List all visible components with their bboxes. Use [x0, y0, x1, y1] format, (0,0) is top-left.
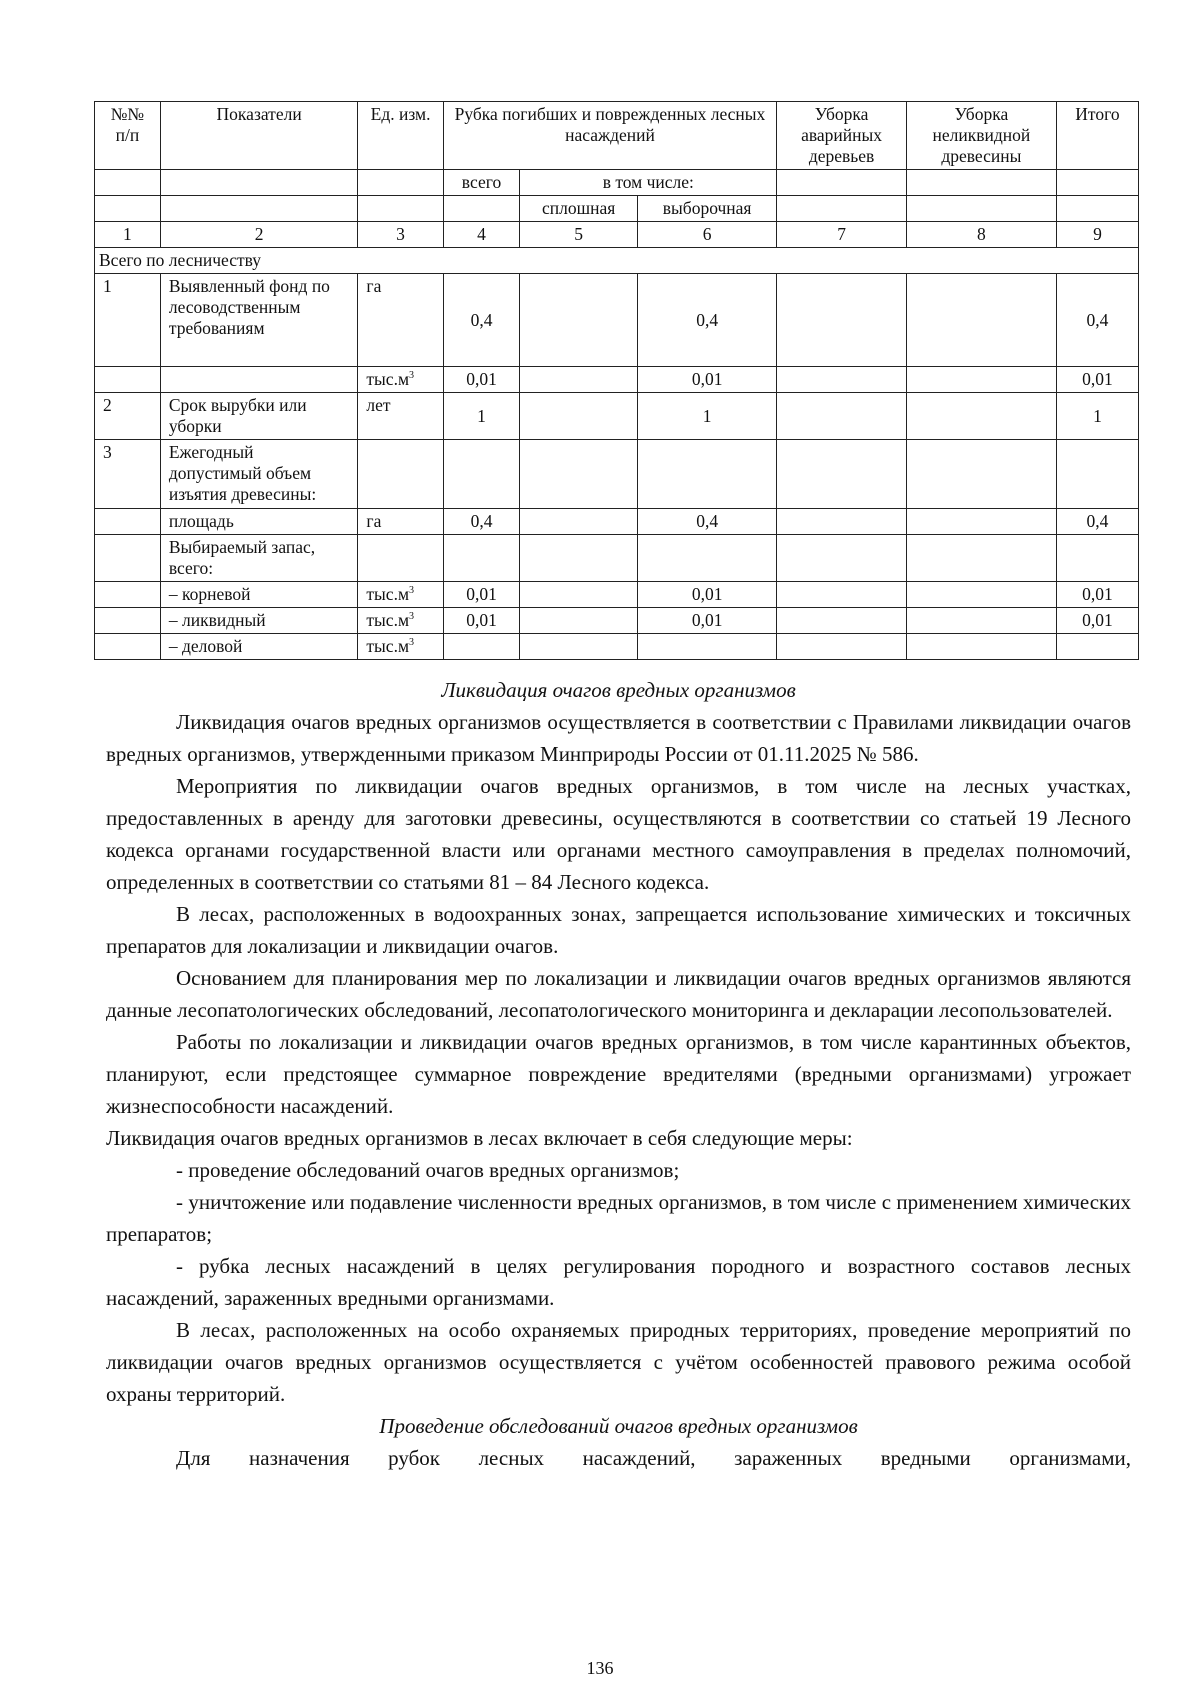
bullet-item: - проведение обследований очагов вредных организмов; [176, 1158, 680, 1182]
row-num [95, 582, 161, 608]
col-number: 5 [520, 222, 638, 248]
cell-illiquid [906, 440, 1056, 509]
cell-clear [520, 274, 638, 367]
cell-selective [638, 634, 777, 660]
page-number: 136 [586, 1658, 614, 1678]
paragraph: Для назначения рубок лесных насаждений, зараженных вредными организмами, [176, 1446, 1131, 1470]
table-row [95, 367, 1139, 393]
row-num [95, 509, 161, 535]
paragraph: Мероприятия по ликвидации очагов вредных организмов, в том числе на лесных участках, предоставленных в аренду для заготовки древесины, осуществляются в соответствии со статьей 19 Лесного кодекса органами государственной власти или органами местного самоуправления в пределах полномочий, определенных в соответствии со статьями 81 – 84 Лесного кодекса. [106, 774, 1131, 894]
row-num [95, 634, 161, 660]
header-all: всего [443, 170, 520, 196]
row-unit [358, 440, 443, 509]
cell-clear [520, 634, 638, 660]
cell-all: 0,01 [443, 367, 520, 393]
row-unit [358, 535, 443, 582]
col-number: 7 [777, 222, 907, 248]
cell-selective: 0,01 [638, 608, 777, 634]
row-unit: $тыс.м^3$ [358, 634, 443, 660]
row-unit: $тыс.м^3$ [358, 608, 443, 634]
cell-total [1056, 634, 1138, 660]
cell-clear [520, 535, 638, 582]
paragraph: Ликвидация очагов вредных организмов осуществляется в соответствии с Правилами ликвидации очагов вредных организмов, утвержденными приказом Минприроды России от 01.11.2025 № 586. [106, 710, 1131, 766]
cell-illiquid [906, 274, 1056, 367]
cell-emergency [777, 634, 907, 660]
table-row [95, 274, 1139, 367]
cell-clear [520, 509, 638, 535]
header-including: в том числе: [520, 170, 777, 196]
cell-all: 0,01 [443, 582, 520, 608]
cell-illiquid [906, 608, 1056, 634]
row-unit: лет [358, 393, 443, 440]
subheader-row [95, 170, 1139, 196]
cell-illiquid [906, 634, 1056, 660]
col-number: 1 [95, 222, 161, 248]
row-indicator [160, 367, 358, 393]
cell-emergency [777, 367, 907, 393]
paragraph: Основанием для планирования мер по локализации и ликвидации очагов вредных организмов являются данные лесопатологических обследований, лесопатологического мониторинга и декларации лесопользователей. [106, 966, 1131, 1022]
cell-total: 0,01 [1056, 367, 1138, 393]
row-num [95, 608, 161, 634]
section-heading: Ликвидация очагов вредных организмов [441, 678, 796, 702]
cell-emergency [777, 274, 907, 367]
cell-all: 0,01 [443, 608, 520, 634]
cell-emergency [777, 440, 907, 509]
table-row [95, 393, 1139, 440]
row-num [95, 535, 161, 582]
cell-emergency [777, 582, 907, 608]
cell-total: 1 [1056, 393, 1138, 440]
row-indicator: – корневой [160, 582, 358, 608]
table-row [95, 634, 1139, 660]
row-unit: $тыс.м^3$ [358, 582, 443, 608]
cell-clear [520, 440, 638, 509]
header-illiquid: Уборка неликвидной древесины [906, 102, 1056, 170]
cell-total [1056, 535, 1138, 582]
cell-total: 0,4 [1056, 509, 1138, 535]
paragraph: В лесах, расположенных на особо охраняемых природных территориях, проведение мероприятий по ликвидации очагов вредных организмов осуществляется с учётом особенностей правового режима особой охраны территорий. [106, 1318, 1131, 1406]
bullet-item: - рубка лесных насаждений в целях регулирования породного и возрастного составов лесных насаждений, зараженных вредными организмами. [106, 1254, 1131, 1310]
paragraph: Работы по локализации и ликвидации очагов вредных организмов, в том числе карантинных объектов, планируют, если предстоящее суммарное повреждение вредителями (вредными организмами) угрожает жизнеспособности насаждений. [106, 1030, 1131, 1118]
cell-total: 0,4 [1056, 274, 1138, 367]
header-felling: Рубка погибших и поврежденных лесных насаждений [443, 102, 777, 170]
cell-emergency [777, 393, 907, 440]
row-indicator: – деловой [160, 634, 358, 660]
row-unit: $тыс.м^3$ [358, 367, 443, 393]
body-text [106, 674, 1131, 1474]
column-numbers-row [95, 222, 1139, 248]
cell-emergency [777, 535, 907, 582]
header-row [95, 102, 1139, 170]
cell-selective: 1 [638, 393, 777, 440]
header-clear: сплошная [520, 196, 638, 222]
table-row [95, 582, 1139, 608]
row-unit: га [358, 509, 443, 535]
col-number: 8 [906, 222, 1056, 248]
cell-all: 0,4 [443, 509, 520, 535]
row-num: 2 [95, 393, 161, 440]
paragraph: В лесах, расположенных в водоохранных зонах, запрещается использование химических и токсичных препаратов для локализации и ликвидации очагов. [106, 902, 1131, 958]
cell-selective: 0,4 [638, 274, 777, 367]
row-num: 1 [95, 274, 161, 367]
row-num [95, 367, 161, 393]
cell-selective [638, 440, 777, 509]
row-indicator: Выбираемый запас, всего: [160, 535, 358, 582]
cell-illiquid [906, 535, 1056, 582]
subheader-row-2 [95, 196, 1139, 222]
cell-all [443, 535, 520, 582]
cell-all [443, 634, 520, 660]
cell-selective [638, 535, 777, 582]
table-row [95, 509, 1139, 535]
col-number: 2 [160, 222, 358, 248]
cell-emergency [777, 608, 907, 634]
cell-total: 0,01 [1056, 608, 1138, 634]
header-unit: Ед. изм. [358, 102, 443, 170]
header-indicator: Показатели [160, 102, 358, 170]
col-number: 6 [638, 222, 777, 248]
cell-clear [520, 367, 638, 393]
section-row [95, 248, 1139, 274]
row-indicator: Выявленный фонд по лесоводственным требованиям [160, 274, 358, 367]
col-number: 9 [1056, 222, 1138, 248]
cell-clear [520, 393, 638, 440]
cell-all [443, 440, 520, 509]
cell-total: 0,01 [1056, 582, 1138, 608]
header-num: №№ п/п [95, 102, 161, 170]
cell-selective: 0,01 [638, 367, 777, 393]
col-number: 3 [358, 222, 443, 248]
cell-illiquid [906, 393, 1056, 440]
header-total: Итого [1056, 102, 1138, 170]
col-number: 4 [443, 222, 520, 248]
header-selective: выборочная [638, 196, 777, 222]
row-num: 3 [95, 440, 161, 509]
forest-indicators-table [94, 101, 1139, 660]
header-emergency: Уборка аварийных деревьев [777, 102, 907, 170]
cell-all: 0,4 [443, 274, 520, 367]
cell-clear [520, 582, 638, 608]
cell-illiquid [906, 509, 1056, 535]
cell-selective: 0,4 [638, 509, 777, 535]
row-indicator: Срок вырубки или уборки [160, 393, 358, 440]
cell-total [1056, 440, 1138, 509]
cell-all: 1 [443, 393, 520, 440]
cell-clear [520, 608, 638, 634]
bullet-item: - уничтожение или подавление численности вредных организмов, в том числе с применением химических препаратов; [106, 1190, 1131, 1246]
section-heading: Проведение обследований очагов вредных организмов [379, 1414, 858, 1438]
row-unit: га [358, 274, 443, 367]
cell-illiquid [906, 367, 1056, 393]
table-row [95, 440, 1139, 509]
cell-selective: 0,01 [638, 582, 777, 608]
section-title: Всего по лесничеству [95, 248, 1139, 274]
table-row [95, 608, 1139, 634]
cell-emergency [777, 509, 907, 535]
row-indicator: Ежегодный допустимый объем изъятия древесины: [160, 440, 358, 509]
cell-illiquid [906, 582, 1056, 608]
table-row [95, 535, 1139, 582]
row-indicator: – ликвидный [160, 608, 358, 634]
paragraph: Ликвидация очагов вредных организмов в лесах включает в себя следующие меры: [106, 1126, 853, 1150]
row-indicator: площадь [160, 509, 358, 535]
